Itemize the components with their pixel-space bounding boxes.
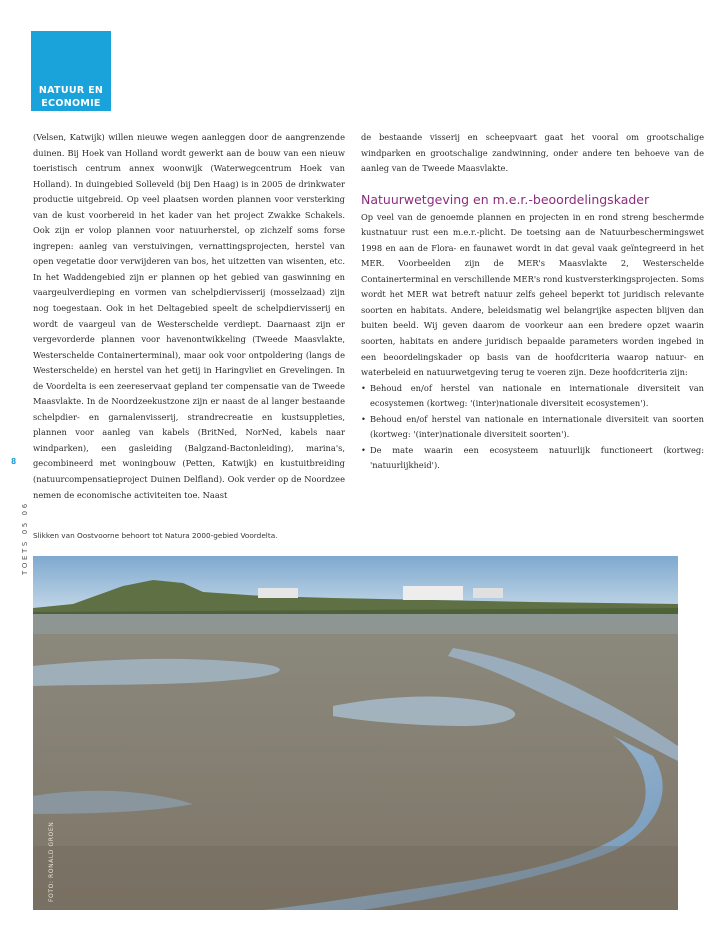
tidal-flat-photo xyxy=(33,556,678,910)
section-tab-line1: NATUUR EN xyxy=(38,85,104,96)
left-column xyxy=(33,130,345,503)
left-paragraph: (Velsen, Katwijk) willen nieuwe wegen aanleggen door de aangrenzende duinen. Bij Hoek van Holland wordt gewerkt aan de bouw van een nieuw toeristisch centrum annex woonwijk (Waterwegcentrum Hoek van Holland). In duingebied Solleveld (bij Den Haag) is in 2005 de drinkwater productie uitgebreid. Op veel plaatsen worden plannen voor versterking van de kust voorbereid in het kader van het project Zwakke Schakels. Ook zijn er volop plannen voor natuurherstel, op zichzelf soms forse ingrepen: aanleg van verstuivingen, vernattingsprojecten, herstel van open vegetatie door verwijderen van bos, het uitzetten van wisenten, etc. In het Waddengebied zijn er plannen op het gebied van gaswinning en vaargeulverdieping en vormen van schelpdiervisserij (mosselzaad) zijn nog toegestaan. Ook in het Deltagebied speelt de schelpdiervisserij en wordt de vaargeul van de Westerschelde verdiept. Daarnaast zijn er vergevorderde plannen voor havenontwikkeling (Tweede Maasvlakte, Westerschelde Containerterminal), maar ook voor ontpoldering (langs de Westerschelde) en herstel van het getij in Haringvliet en Grevelingen. In de Voordelta is een zeereservaat gepland ter compensatie van de Tweede Maasvlakte. In de Noordzeekustzone zijn er naast de al langer bestaande schelpdier- en garnalenvisserij, strandrecreatie en kustsuppleties, plannen voor aanleg van kabels (BritNed, NorNed, kabels naar windparken), een gasleiding (Balgzand-Bactonleiding), marina's, gecombineerd met woningbouw (Petten, Katwijk) en kustuitbreiding (natuurcompensatieproject Duinen Delfland). Ook verder op de Noordzee nemen de economische activiteiten toe. Naast xyxy=(33,132,345,500)
section-heading: Natuurwetgeving en m.e.r.-beoordelingskader xyxy=(361,191,650,207)
right-body: Op veel van de genoemde plannen en projecten in en rond streng beschermde kustnatuur rust een m.e.r.-plicht. De toetsing aan de Natuurbeschermingswet 1998 en aan de Flora- en faunawet wordt in dat geval vaak geïntegreerd in het MER. Voorbeelden zijn de MER's Maasvlakte 2, Westerschelde Containerterminal en verschillende MER's rond kustversterkingsprojecten. Soms wordt het MER wat betreft natuur zelfs geheel beperkt tot juridisch relevante soorten en habitats. Andere, beleidsmatig wel belangrijke aspecten blijven dan buiten beeld. Wij geven daarom de voorkeur aan een bredere opzet waarin soorten, habitats en andere juridisch bepaalde parameters worden ingebed in een beoordelingskader op basis van de hoofdcriteria waarop natuur- en waterbeleid en natuurwetgeving terug te voeren zijn. Deze hoofdcriteria zijn: xyxy=(361,211,704,378)
section-tab-line2: ECONOMIE xyxy=(41,98,101,109)
criteria-item: • Behoud en/of herstel van nationale en internationale diversiteit van ecosystemen (kortweg: '(inter)nationale diversiteit ecosystemen'). xyxy=(361,381,704,412)
right-column xyxy=(361,130,704,474)
photo-credit: FOTO: RONALD GROEN xyxy=(48,821,55,902)
criteria-item: • De mate waarin een ecosysteem natuurlijk functioneert (kortweg: 'natuurlijkheid'). xyxy=(361,443,704,474)
page-number: 8 xyxy=(11,457,17,466)
right-intro: de bestaande visserij en scheepvaart gaat het vooral om grootschalige windparken en grootschalige zandwinning, onder andere ten behoeve van de aanleg van de Tweede Maasvlakte. xyxy=(361,132,704,174)
criteria-list xyxy=(361,381,704,474)
photo-caption: Slikken van Oostvoorne behoort tot Natura 2000-gebied Voordelta. xyxy=(33,531,278,540)
side-label: TOETS 05 06 xyxy=(21,501,29,575)
criteria-item: • Behoud en/of herstel van nationale en internationale diversiteit van soorten (kortweg: '(inter)nationale diversiteit soorten'). xyxy=(361,412,704,443)
section-tab xyxy=(31,31,111,111)
